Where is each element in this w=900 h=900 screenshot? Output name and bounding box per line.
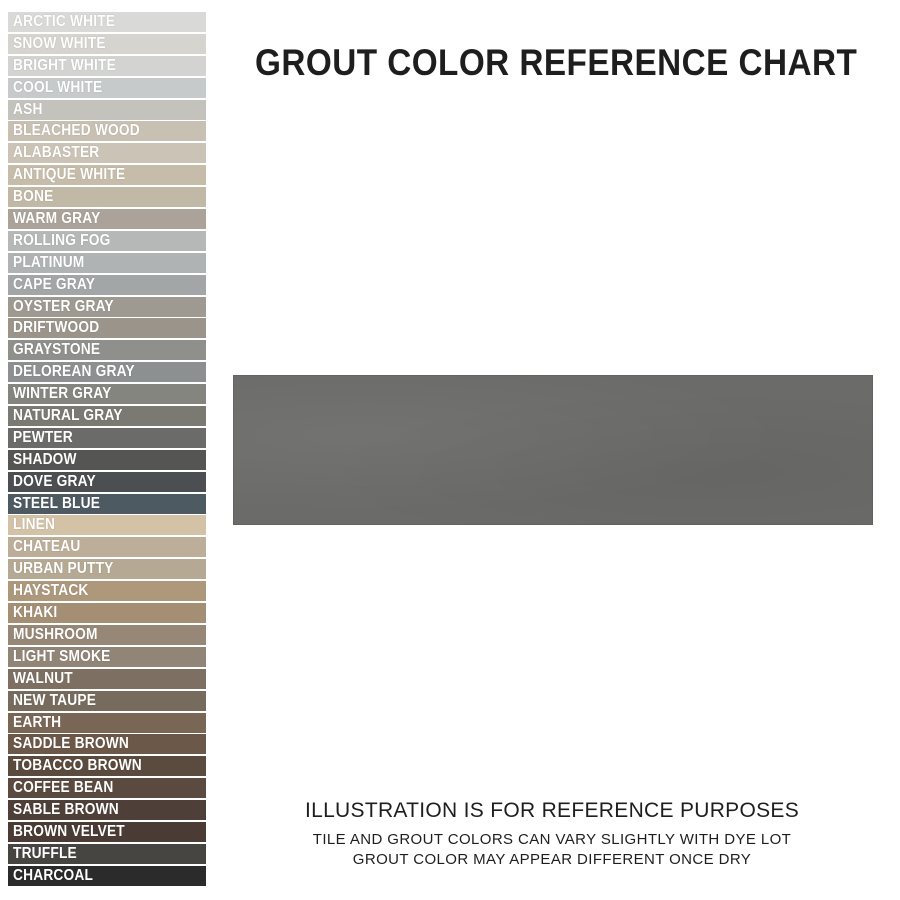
grout-swatch-label: BLEACHED WOOD bbox=[13, 122, 140, 140]
disclaimer-line-dry: GROUT COLOR MAY APPEAR DIFFERENT ONCE DRY bbox=[352, 851, 752, 868]
grout-swatch[interactable] bbox=[8, 297, 206, 317]
grout-swatch[interactable] bbox=[8, 494, 206, 514]
grout-swatch-label: HAYSTACK bbox=[13, 582, 89, 600]
grout-swatch[interactable] bbox=[8, 78, 206, 98]
grout-swatch[interactable] bbox=[8, 866, 206, 886]
grout-swatch-label: BONE bbox=[13, 188, 54, 206]
grout-swatch[interactable] bbox=[8, 581, 206, 601]
grout-swatch[interactable] bbox=[8, 143, 206, 163]
grout-swatch-label: DELOREAN GRAY bbox=[13, 363, 135, 381]
grout-swatch-label: WALNUT bbox=[13, 669, 73, 687]
grout-swatch-label: CAPE GRAY bbox=[13, 275, 96, 293]
tile-preview bbox=[233, 375, 873, 525]
grout-swatch-label: BROWN VELVET bbox=[13, 822, 125, 840]
grout-swatch-label: URBAN PUTTY bbox=[13, 560, 114, 578]
grout-swatch[interactable] bbox=[8, 691, 206, 711]
grout-swatch[interactable] bbox=[8, 384, 206, 404]
grout-swatch[interactable] bbox=[8, 253, 206, 273]
grout-swatch[interactable] bbox=[8, 340, 206, 360]
disclaimer-heading: ILLUSTRATION IS FOR REFERENCE PURPOSES bbox=[304, 799, 800, 822]
grout-swatch[interactable] bbox=[8, 647, 206, 667]
grout-swatch[interactable] bbox=[8, 318, 206, 338]
grout-swatch-label: COOL WHITE bbox=[13, 78, 103, 96]
grout-swatch-label: PEWTER bbox=[13, 428, 73, 446]
grout-swatch-label: SNOW WHITE bbox=[13, 34, 106, 52]
grout-swatch[interactable] bbox=[8, 121, 206, 141]
grout-swatch-label: ANTIQUE WHITE bbox=[13, 166, 126, 184]
grout-swatch-list bbox=[8, 12, 206, 888]
grout-swatch[interactable] bbox=[8, 559, 206, 579]
grout-swatch-label: PLATINUM bbox=[13, 253, 85, 271]
grout-swatch-label: BRIGHT WHITE bbox=[13, 56, 116, 74]
grout-swatch-label: TOBACCO BROWN bbox=[13, 757, 142, 775]
grout-swatch-label: CHARCOAL bbox=[13, 866, 94, 884]
grout-swatch-label: MUSHROOM bbox=[13, 625, 98, 643]
grout-swatch-label: SHADOW bbox=[13, 450, 77, 468]
grout-swatch[interactable] bbox=[8, 275, 206, 295]
grout-swatch-label: ASH bbox=[13, 100, 43, 118]
grout-swatch[interactable] bbox=[8, 12, 206, 32]
grout-swatch[interactable] bbox=[8, 603, 206, 623]
grout-swatch[interactable] bbox=[8, 209, 206, 229]
grout-swatch-label: WARM GRAY bbox=[13, 210, 101, 228]
grout-swatch-label: DOVE GRAY bbox=[13, 472, 96, 490]
grout-swatch-label: ARCTIC WHITE bbox=[13, 13, 116, 30]
disclaimer bbox=[222, 798, 882, 870]
grout-swatch[interactable] bbox=[8, 537, 206, 557]
grout-swatch[interactable] bbox=[8, 187, 206, 207]
grout-swatch-label: TRUFFLE bbox=[13, 844, 77, 862]
grout-swatch[interactable] bbox=[8, 231, 206, 251]
grout-swatch[interactable] bbox=[8, 56, 206, 76]
grout-swatch-label: LINEN bbox=[13, 516, 56, 534]
grout-swatch[interactable] bbox=[8, 844, 206, 864]
grout-swatch-label: OYSTER GRAY bbox=[13, 297, 114, 315]
grout-swatch-label: COFFEE BEAN bbox=[13, 779, 114, 797]
grout-swatch-label: CHATEAU bbox=[13, 538, 81, 556]
grout-swatch-label: KHAKI bbox=[13, 604, 58, 622]
grout-swatch[interactable] bbox=[8, 822, 206, 842]
grout-swatch[interactable] bbox=[8, 165, 206, 185]
grout-swatch[interactable] bbox=[8, 515, 206, 535]
grout-swatch[interactable] bbox=[8, 450, 206, 470]
chart-title: GROUT COLOR REFERENCE CHART bbox=[255, 42, 858, 83]
grout-swatch[interactable] bbox=[8, 778, 206, 798]
grout-swatch[interactable] bbox=[8, 100, 206, 120]
grout-swatch[interactable] bbox=[8, 734, 206, 754]
grout-swatch-label: SADDLE BROWN bbox=[13, 735, 129, 753]
grout-swatch[interactable] bbox=[8, 34, 206, 54]
grout-swatch[interactable] bbox=[8, 472, 206, 492]
grout-swatch[interactable] bbox=[8, 669, 206, 689]
grout-swatch-label: ALABASTER bbox=[13, 144, 100, 162]
disclaimer-line-dye-lot: TILE AND GROUT COLORS CAN VARY SLIGHTLY WITH DYE LOT bbox=[312, 831, 792, 848]
grout-swatch-label: NEW TAUPE bbox=[13, 691, 97, 709]
grout-swatch[interactable] bbox=[8, 713, 206, 733]
grout-swatch[interactable] bbox=[8, 362, 206, 382]
grout-swatch-label: STEEL BLUE bbox=[13, 494, 101, 512]
grout-swatch[interactable] bbox=[8, 625, 206, 645]
grout-swatch-label: EARTH bbox=[13, 713, 62, 731]
grout-swatch-label: ROLLING FOG bbox=[13, 231, 111, 249]
grout-swatch[interactable] bbox=[8, 800, 206, 820]
grout-swatch-label: WINTER GRAY bbox=[13, 385, 112, 403]
grout-swatch[interactable] bbox=[8, 756, 206, 776]
grout-swatch-label: NATURAL GRAY bbox=[13, 407, 123, 425]
grout-swatch[interactable] bbox=[8, 428, 206, 448]
grout-swatch[interactable] bbox=[8, 406, 206, 426]
grout-swatch-label: GRAYSTONE bbox=[13, 341, 101, 359]
grout-swatch-label: DRIFTWOOD bbox=[13, 319, 100, 337]
grout-swatch-label: SABLE BROWN bbox=[13, 801, 119, 819]
grout-swatch-label: LIGHT SMOKE bbox=[13, 647, 111, 665]
